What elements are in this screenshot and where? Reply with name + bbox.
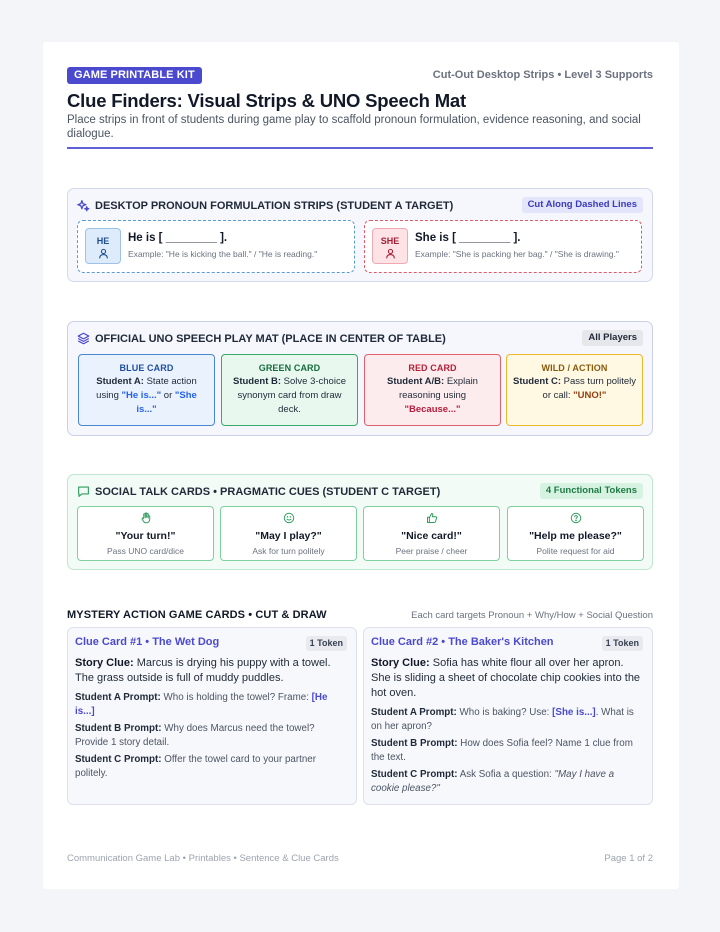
tokens-tag: 4 Functional Tokens bbox=[540, 483, 643, 499]
talk-description: Ask for turn politely bbox=[252, 546, 325, 556]
intro-text: Place strips in front of students during game play to scaffold pronoun formulation, evidence reasoning, and social dialogue. bbox=[67, 114, 641, 140]
clue-card-2[interactable] bbox=[363, 627, 653, 805]
talk-card-your-turn[interactable] bbox=[77, 506, 214, 561]
frame-highlight: "He is..." bbox=[121, 390, 162, 401]
story-text: Marcus is drying his puppy with a towel. The grass outside is full of muddy puddles. bbox=[75, 657, 331, 684]
she-pronoun-chip bbox=[372, 228, 408, 264]
card-title: WILD / ACTION bbox=[541, 363, 608, 373]
instruction-text: Pass turn politely or call: bbox=[542, 376, 637, 401]
prompt-text: Ask Sofia a question: bbox=[459, 769, 552, 780]
instruction-text: or bbox=[163, 390, 173, 401]
talk-description: Polite request for aid bbox=[536, 546, 615, 556]
talk-card-help-me[interactable] bbox=[507, 506, 644, 561]
student-label: Student A: bbox=[96, 376, 144, 387]
uno-play-mat-panel bbox=[67, 321, 653, 436]
sentence-frame: He is [ ________ ]. bbox=[128, 232, 228, 244]
instruction-text: Solve 3-choice synonym card from draw deck. bbox=[237, 376, 346, 415]
story-label: Story Clue: bbox=[75, 657, 134, 669]
student-label: Student B: bbox=[233, 376, 282, 387]
student-label: Student C: bbox=[513, 376, 562, 387]
social-panel-title: SOCIAL TALK CARDS • PRAGMATIC CUES (STUDENT C TARGET) bbox=[95, 485, 441, 498]
speech-bubble-icon bbox=[77, 485, 90, 498]
all-players-tag: All Players bbox=[582, 330, 643, 346]
title-divider bbox=[67, 147, 653, 149]
prompt-text: Who is baking? Use: bbox=[459, 707, 550, 718]
pronoun-label: SHE bbox=[380, 236, 400, 246]
footer-credit: Communication Game Lab • Printables • Sentence & Clue Cards bbox=[67, 853, 339, 864]
clue-card-title: Clue Card #1 • The Wet Dog bbox=[75, 636, 220, 648]
prompt-text: Who is holding the towel? Frame: bbox=[163, 692, 309, 703]
talk-phrase: "Your turn!" bbox=[115, 530, 176, 542]
sentence-frame: She is [ ________ ]. bbox=[415, 232, 521, 244]
uno-blue-card[interactable] bbox=[78, 354, 215, 426]
kit-badge: GAME PRINTABLE KIT bbox=[67, 67, 202, 84]
frame-highlight: [She is...] bbox=[552, 707, 596, 718]
card-instruction bbox=[365, 375, 500, 417]
frame-example: Example: "He is kicking the ball." / "He is reading." bbox=[128, 249, 318, 259]
help-icon bbox=[570, 512, 582, 524]
student-b-prompt bbox=[371, 737, 644, 765]
uno-wild-card[interactable] bbox=[506, 354, 643, 426]
student-label: Student A/B: bbox=[387, 376, 445, 387]
story-clue bbox=[75, 656, 348, 686]
card-title: BLUE CARD bbox=[119, 363, 174, 373]
talk-phrase: "May I play?" bbox=[255, 530, 322, 542]
card-title: RED CARD bbox=[408, 363, 457, 373]
sparkle-icon bbox=[77, 199, 90, 212]
uno-green-card[interactable] bbox=[221, 354, 358, 426]
pronoun-panel-title: DESKTOP PRONOUN FORMULATION STRIPS (STUDENT A TARGET) bbox=[95, 199, 454, 212]
student-a-prompt bbox=[371, 706, 644, 734]
card-instruction bbox=[507, 375, 642, 403]
clue-card-body bbox=[371, 656, 644, 799]
frame-highlight: "Because..." bbox=[404, 404, 461, 415]
social-panel-header bbox=[77, 485, 440, 498]
prompt-label: Student C Prompt: bbox=[371, 769, 458, 780]
uno-panel-title: OFFICIAL UNO SPEECH PLAY MAT (PLACE IN CENTER OF TABLE) bbox=[95, 332, 446, 345]
prompt-label: Student B Prompt: bbox=[75, 723, 162, 734]
prompt-text: Why does Marcus need the towel? Provide 1 story detail. bbox=[75, 723, 315, 748]
prompt-label: Student B Prompt: bbox=[371, 738, 458, 749]
prompt-quote: "May I have a cookie please?" bbox=[371, 769, 615, 794]
story-clue bbox=[371, 656, 644, 701]
instruction-text: State action using bbox=[96, 376, 197, 401]
token-badge: 1 Token bbox=[602, 636, 643, 651]
prompt-label: Student C Prompt: bbox=[75, 754, 162, 765]
person-icon bbox=[98, 248, 109, 259]
card-title: GREEN CARD bbox=[258, 363, 321, 373]
token-badge: 1 Token bbox=[306, 636, 347, 651]
prompt-label: Student A Prompt: bbox=[75, 692, 161, 703]
student-b-prompt bbox=[75, 722, 348, 750]
page-number: Page 1 of 2 bbox=[604, 853, 653, 864]
talk-phrase: "Help me please?" bbox=[529, 530, 622, 542]
talk-description: Pass UNO card/dice bbox=[107, 546, 184, 556]
he-pronoun-chip bbox=[85, 228, 121, 264]
prompt-label: Student A Prompt: bbox=[371, 707, 457, 718]
he-strip[interactable] bbox=[77, 220, 355, 273]
clue-card-title: Clue Card #2 • The Baker's Kitchen bbox=[371, 636, 554, 648]
printable-page bbox=[43, 42, 679, 889]
talk-description: Peer praise / cheer bbox=[395, 546, 468, 556]
uno-red-card[interactable] bbox=[364, 354, 501, 426]
card-instruction bbox=[79, 375, 214, 417]
instruction-text: Explain reasoning using bbox=[398, 376, 478, 401]
header-right-label: Cut-Out Desktop Strips • Level 3 Supports bbox=[432, 69, 653, 81]
prompt-text: . What is on her apron? bbox=[371, 707, 634, 732]
talk-phrase: "Nice card!" bbox=[401, 530, 462, 542]
clue-card-1[interactable] bbox=[67, 627, 357, 805]
talk-card-may-i-play[interactable] bbox=[220, 506, 357, 561]
story-label: Story Clue: bbox=[371, 657, 430, 669]
frame-highlight: [He is...] bbox=[75, 692, 328, 717]
social-talk-panel bbox=[67, 474, 653, 570]
pronoun-strips-panel bbox=[67, 188, 653, 282]
thumbs-up-icon bbox=[426, 512, 438, 524]
page-title: Clue Finders: Visual Strips & UNO Speech Mat bbox=[67, 90, 466, 111]
cut-lines-tag: Cut Along Dashed Lines bbox=[522, 197, 643, 213]
prompt-text: Offer the towel card to your partner politely. bbox=[75, 754, 317, 779]
frame-example: Example: "She is packing her bag." / "She is drawing." bbox=[415, 249, 619, 259]
mystery-section-subtitle: Each card targets Pronoun + Why/How + Social Question bbox=[411, 610, 653, 621]
mystery-section-title: MYSTERY ACTION GAME CARDS • CUT & DRAW bbox=[67, 609, 327, 621]
student-a-prompt bbox=[75, 691, 348, 719]
student-c-prompt bbox=[75, 753, 348, 781]
smile-icon bbox=[283, 512, 295, 524]
story-text: Sofia has white flour all over her apron. She is sliding a sheet of chocolate chip cookies into the hot oven. bbox=[371, 657, 641, 699]
pronoun-panel-header bbox=[77, 199, 453, 212]
talk-card-nice-card[interactable] bbox=[363, 506, 500, 561]
card-instruction bbox=[222, 375, 357, 417]
frame-highlight: "UNO!" bbox=[573, 390, 607, 401]
uno-panel-header bbox=[77, 332, 446, 345]
frame-highlight: "She is..." bbox=[136, 390, 197, 415]
layers-icon bbox=[77, 332, 90, 345]
student-c-prompt bbox=[371, 768, 644, 796]
she-strip[interactable] bbox=[364, 220, 642, 273]
hand-icon bbox=[140, 512, 152, 524]
clue-card-body bbox=[75, 656, 348, 784]
prompt-text: How does Sofia feel? Name 1 clue from the text. bbox=[371, 738, 633, 763]
person-icon bbox=[385, 248, 396, 259]
pronoun-label: HE bbox=[96, 236, 110, 246]
